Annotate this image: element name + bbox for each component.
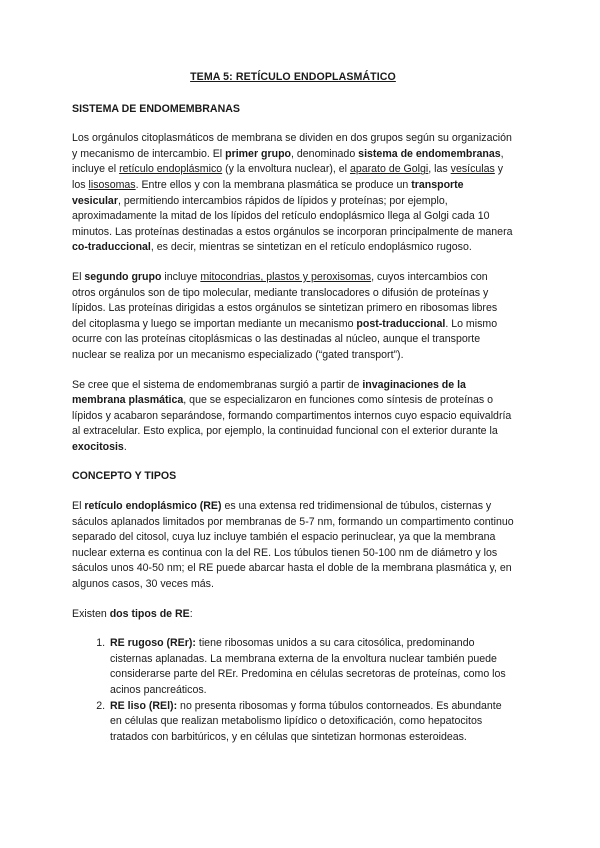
- paragraph-concepto-1: El retículo endoplásmico (RE) es una extensa red tridimensional de túbulos, cisternas y sáculos aplanados limitados por membranas de 5-7 nm, formando un compartimento continuo separado del citosol, cuya luz incluye también el espacio perinuclear, ya que la membrana nuclear externa es continua con la del RE. Los túbulos tienen 50-100 nm de diámetro y los sáculos unos 40-50 nm; el RE puede abarcar hasta el doble de la membrana plasmática y, en algunos casos, 30 veces más.: [72, 500, 514, 591]
- section-heading-concepto: CONCEPTO Y TIPOS: [72, 470, 177, 483]
- paragraph-tipos-intro: Existen dos tipos de RE:: [72, 607, 193, 620]
- types-list: [72, 636, 514, 745]
- list-item: 2. RE liso (REl): no presenta ribosomas y forma túbulos contorneados. Es abundante en células que realizan metabolismo lipídico o detoxificación, como hepatocitos tratados con barbitúricos, y en células que sintetizan hormonas esteroideas.: [108, 699, 514, 746]
- section-heading-endomembranas: SISTEMA DE ENDOMEMBRANAS: [72, 102, 240, 115]
- list-item: 1. RE rugoso (REr): tiene ribosomas unidos a su cara citosólica, predominando cisternas aplanadas. La membrana externa de la envoltura nuclear también puede considerarse parte del REr. Predomina en células secretoras de proteínas, como los acinos pancreáticos.: [108, 636, 514, 698]
- paragraph-endomembranas-3: Se cree que el sistema de endomembranas surgió a partir de invaginaciones de la membrana plasmática, que se especializaron en funciones como síntesis de proteínas o lípidos y acabaron separándose, formando compartimentos internos cuyo espacio equivaldría al extracelular. Esto explica, por ejemplo, la continuidad funcional con el exterior durante la exocitosis.: [72, 378, 512, 453]
- document-title: TEMA 5: RETÍCULO ENDOPLASMÁTICO: [190, 71, 396, 83]
- paragraph-endomembranas-1: Los orgánulos citoplasmáticos de membrana se dividen en dos grupos según su organización y mecanismo de intercambio. El primer grupo, denominado sistema de endomembranas, incluye el retículo endoplásmico (y la envoltura nuclear), el aparato de Golgi, las vesículas y los lisosomas. Entre ellos y con la membrana plasmática se produce un transporte vesicular, permitiendo intercambios rápidos de lípidos y proteínas; por ejemplo, aproximadamente la mitad de los lípidos del retículo endoplásmico llega al Golgi cada 10 minutos. Las proteínas destinadas a estos orgánulos se incorporan principalmente de manera co-traduccional, es decir, mientras se sintetizan en el retículo endoplásmico rugoso.: [72, 132, 513, 254]
- paragraph-endomembranas-2: El segundo grupo incluye mitocondrias, plastos y peroxisomas, cuyos intercambios con otros orgánulos son de tipo molecular, mediante translocadores o difusión de proteínas y lípidos. Las proteínas dirigidas a estos orgánulos se sintetizan primero en ribosomas libres del citoplasma y luego se importan mediante un mecanismo post-traduccional. Lo mismo ocurre con las proteínas citoplásmicas o las destinadas al núcleo, aunque el transporte nuclear se realiza por un mecanismo especializado (“gated transport”).: [72, 270, 498, 361]
